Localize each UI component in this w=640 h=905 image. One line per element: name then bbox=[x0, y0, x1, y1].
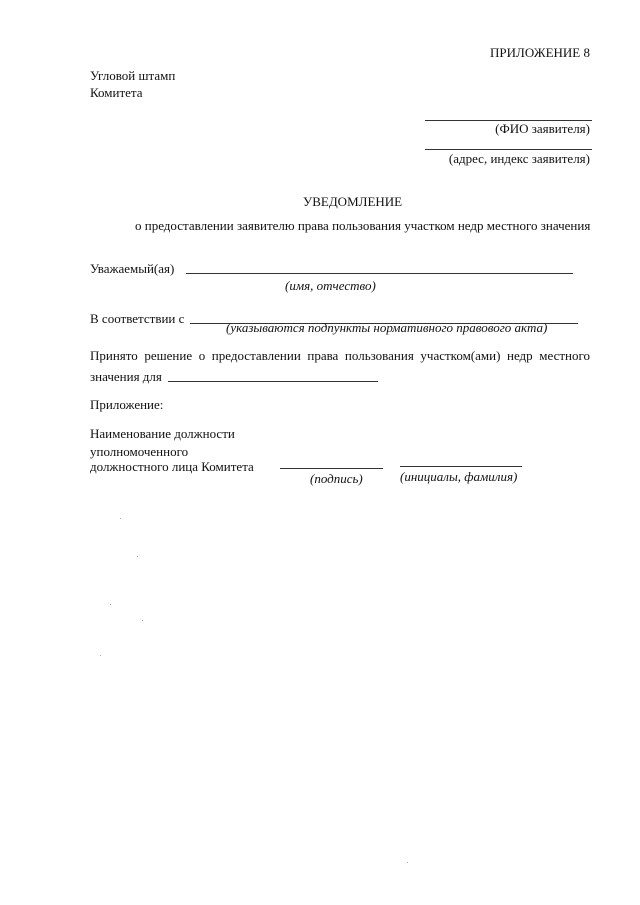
applicant-address-caption: (адрес, индекс заявителя) bbox=[448, 151, 590, 166]
corner-stamp-line2: Комитета bbox=[90, 85, 143, 100]
greeting-label: Уважаемый(ая) bbox=[90, 261, 175, 276]
scan-speck bbox=[110, 604, 111, 605]
signature-caption: (подпись) bbox=[310, 471, 363, 486]
signatory-line1: Наименование должности bbox=[90, 426, 235, 441]
decision-line1: Принято решение о предоставлении права пользования участком(ами) недр местного bbox=[90, 348, 590, 363]
initials-line bbox=[400, 466, 522, 467]
signatory-line2: уполномоченного bbox=[90, 444, 189, 459]
greeting-caption: (имя, отчество) bbox=[285, 278, 376, 293]
scan-speck bbox=[137, 556, 138, 557]
accordance-caption: (указываются подпункты нормативного правового акта) bbox=[226, 320, 548, 335]
scan-speck bbox=[120, 518, 121, 519]
initials-caption: (инициалы, фамилия) bbox=[400, 469, 518, 484]
greeting-line bbox=[186, 273, 573, 274]
applicant-address-line bbox=[425, 149, 592, 150]
scan-speck bbox=[100, 655, 101, 656]
signature-line bbox=[280, 468, 383, 469]
decision-line bbox=[168, 381, 378, 382]
attachment-label: Приложение: bbox=[90, 397, 164, 412]
scan-speck bbox=[407, 862, 408, 863]
appendix-number: ПРИЛОЖЕНИЕ 8 bbox=[490, 45, 590, 60]
document-title: УВЕДОМЛЕНИЕ bbox=[303, 194, 403, 209]
decision-line2: значения для bbox=[90, 369, 162, 384]
accordance-label: В соответствии с bbox=[90, 311, 185, 326]
scan-speck bbox=[142, 620, 143, 621]
document-subtitle: о предоставлении заявителю права пользования участком недр местного значения bbox=[135, 218, 591, 233]
corner-stamp-line1: Угловой штамп bbox=[90, 68, 176, 83]
applicant-name-caption: (ФИО заявителя) bbox=[495, 121, 590, 136]
signatory-line3: должностного лица Комитета bbox=[90, 459, 254, 474]
